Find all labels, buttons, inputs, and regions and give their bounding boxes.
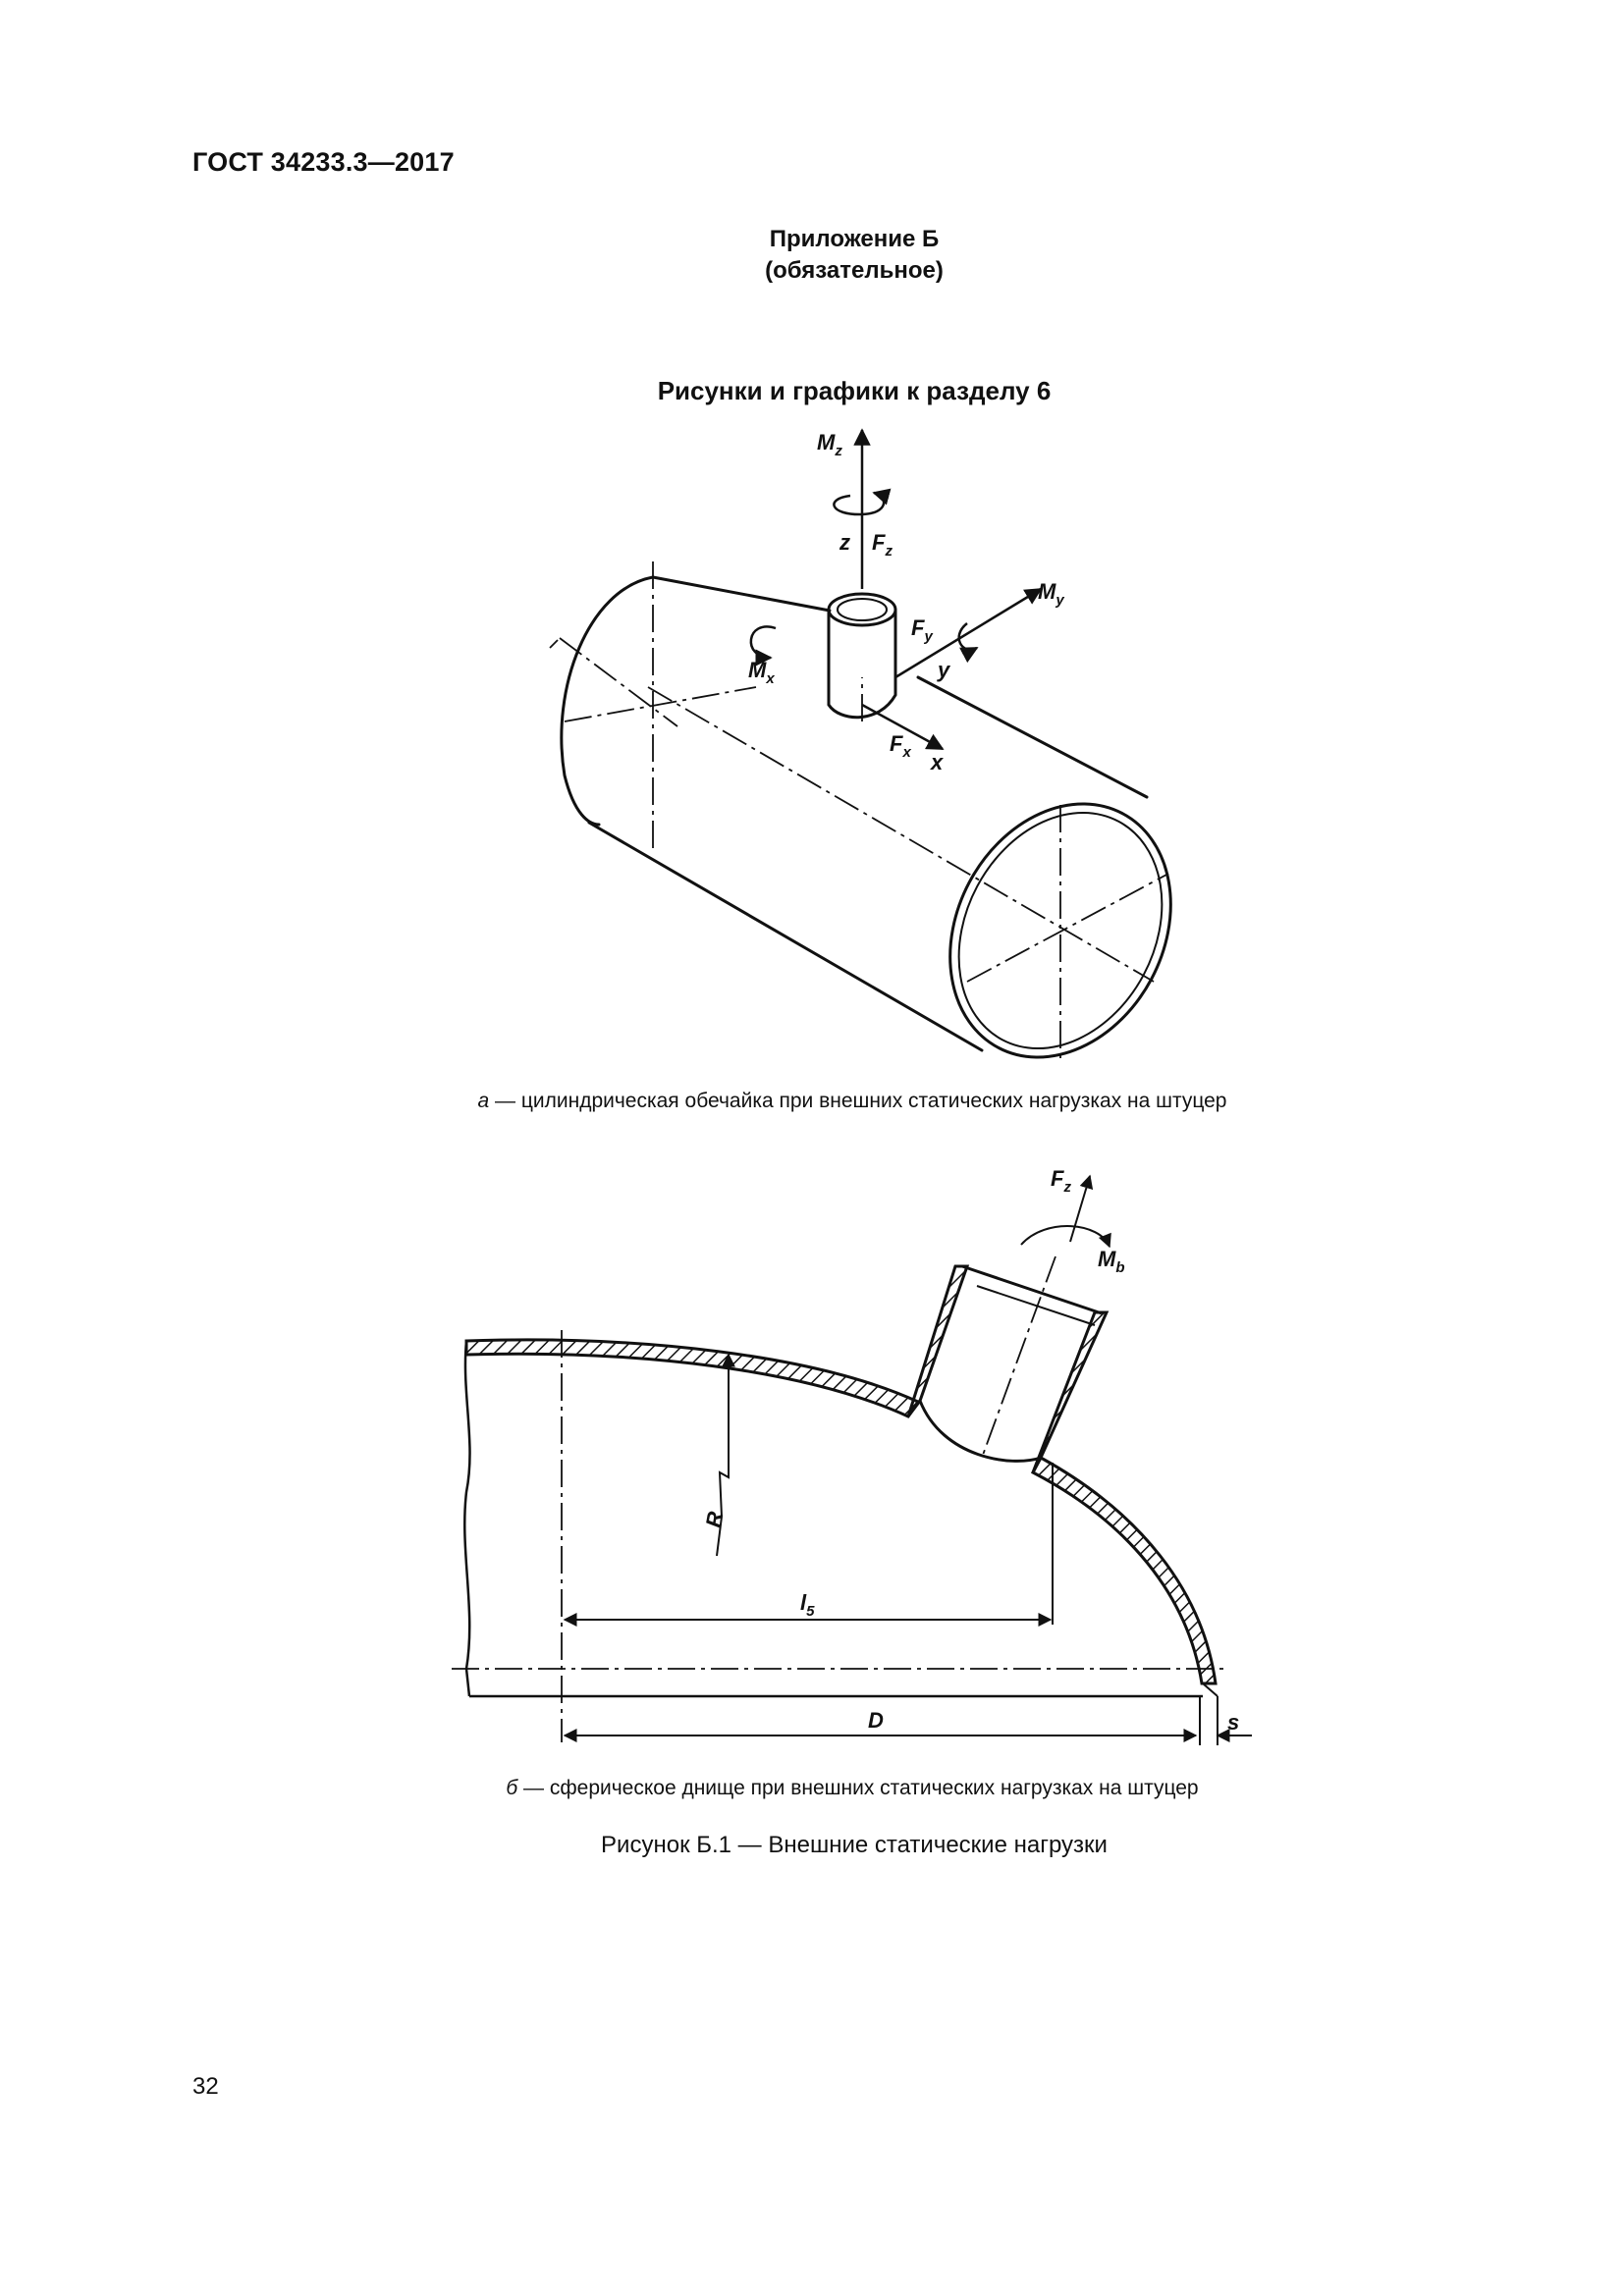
standard-header: ГОСТ 34233.3—2017	[192, 147, 455, 177]
figure-b-caption: б — сферическое днище при внешних статических нагрузках на штуцер	[506, 1777, 1199, 1799]
page-number: 32	[192, 2073, 219, 2100]
label-fz-b: $F_z$	[1051, 1166, 1071, 1196]
label-my: $M_y$	[1038, 579, 1064, 609]
nozzle-right-wall	[1033, 1312, 1107, 1472]
head-knuckle-wall	[1033, 1458, 1216, 1683]
label-fy: $F_y$	[911, 615, 933, 645]
label-x: x	[931, 750, 944, 774]
label-mx: $M_x$	[748, 658, 775, 687]
label-fx: $F_x$	[890, 731, 911, 761]
mb-moment-arrow	[1021, 1226, 1110, 1247]
fz-arrow	[1070, 1176, 1090, 1242]
annex-title: Приложение Б	[769, 226, 940, 252]
label-mb: $M_b$	[1098, 1247, 1125, 1276]
left-wavy-break	[464, 1341, 469, 1696]
nozzle-left-wall	[908, 1266, 967, 1416]
label-r: R	[700, 1509, 729, 1529]
head-wall	[466, 1340, 918, 1416]
label-s: s	[1227, 1710, 1240, 1735]
label-y: y	[938, 658, 950, 682]
nozzle-top-edge	[962, 1266, 1102, 1313]
nozzle-bottom-arc	[920, 1401, 1041, 1461]
label-fz: $F_z$	[872, 530, 893, 560]
section-title: Рисунки и графики к разделу 6	[657, 376, 1052, 405]
label-z: z	[839, 530, 850, 555]
figure-caption: Рисунок Б.1 — Внешние статические нагрузки	[601, 1832, 1108, 1858]
annex-status: (обязательное)	[765, 257, 944, 284]
label-d: D	[868, 1708, 884, 1733]
figure-a-caption: а — цилиндрическая обечайка при внешних статических нагрузках на штуцер	[477, 1090, 1227, 1112]
label-l5: $l_5$	[800, 1590, 815, 1620]
label-mz: $M_z$	[817, 430, 842, 459]
